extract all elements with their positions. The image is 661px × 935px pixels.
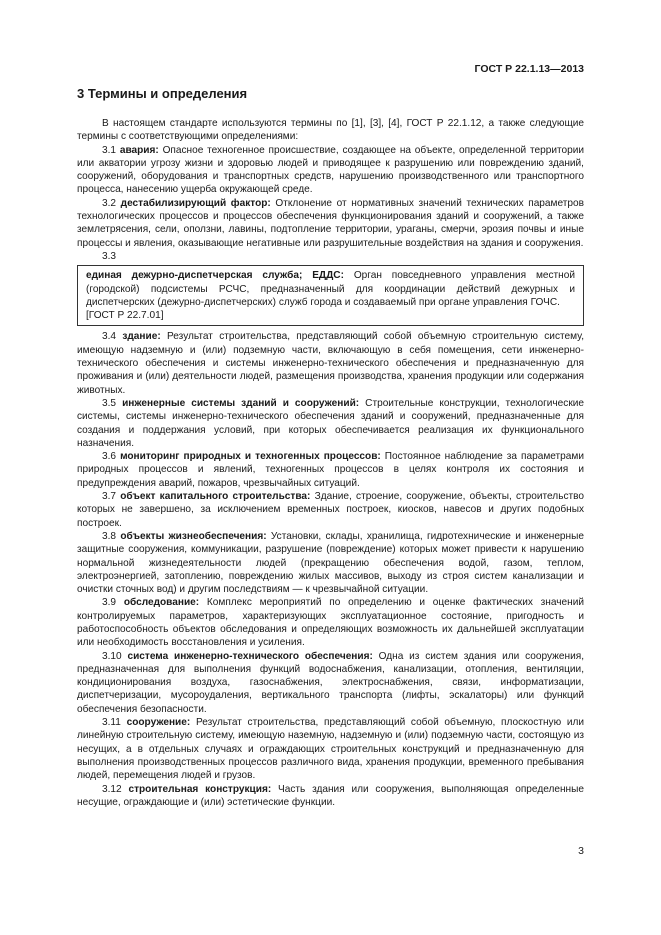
term-name: мониторинг природных и техногенных процессов: bbox=[120, 451, 381, 463]
intro-paragraph: В настоящем стандарте используются термины по [1], [3], [4], ГОСТ Р 22.1.12, а также следующие термины с соответствующими определениями: bbox=[77, 118, 584, 143]
quoted-definition-box bbox=[77, 265, 584, 326]
term-entry bbox=[77, 596, 584, 649]
term-definition: Результат строительства, представляющий собой объемную, плоскостную или линейную строительную систему, имеющую наземную, надземную и (или) подземную части, состоящую из несущих, а в отдельных случаях и ограждающих строительных конструкций и предназначенную для выполнения производственных процессов различного вида, хранения продукции, временного пребывания людей, перемещения людей и грузов. bbox=[77, 717, 585, 782]
definition-reference: [ГОСТ Р 22.7.01] bbox=[86, 310, 164, 322]
term-number: 3.11 bbox=[102, 717, 121, 729]
term-entry bbox=[77, 450, 584, 490]
term-definition: Часть здания или сооружения, выполняющая определенные несущие, ограждающие и (или) эстетические функции. bbox=[77, 783, 585, 808]
quoted-definition bbox=[86, 269, 575, 309]
page-number: 3 bbox=[578, 845, 584, 857]
term-name: обследование: bbox=[123, 597, 200, 609]
terms-list-b bbox=[77, 330, 584, 809]
term-definition: Здание, строение, сооружение, объекты, строительство которых не завершено, за исключением временных построек, киосков, навесов и других подобных построек. bbox=[77, 491, 584, 529]
term-number: 3.2 bbox=[102, 197, 117, 209]
term-definition: Установки, склады, хранилища, гидротехнические и инженерные защитные сооружения, коммуникации, разрушение (повреждение) которых может привести к нарушению нормальной жизнедеятельности людей (прекращению обеспечения водой, газом, теплом, электроэнергией, затоплению, повреждению жилых массивов, выходу из строя систем канализации и очистки сточных вод) и другим последствиям — к чрезвычайной ситуации. bbox=[77, 530, 584, 596]
term-number: 3.5 bbox=[102, 397, 117, 409]
term-number: 3.12 bbox=[102, 783, 122, 795]
term-definition: Опасное техногенное происшествие, создающее на объекте, определенной территории или акватории угрозу жизни и здоровью людей и приводящее к разрушению или повреждению зданий, сооружений, оборудования и транспортных средств, нарушению производственного или транспортного процесса, нанесению ущерба окружающей среде. bbox=[77, 144, 584, 196]
term-number-3-3: 3.3 bbox=[102, 250, 117, 262]
term-entry bbox=[77, 530, 584, 596]
term-name: система инженерно-технического обеспечения: bbox=[127, 650, 373, 662]
term-definition: Постоянное наблюдение за параметрами природных процессов и явлений, техногенных процессов в целях контроля их состояния и предупреждения аварий, пожаров, чрезвычайных ситуаций. bbox=[77, 451, 584, 489]
term-entry bbox=[77, 397, 584, 450]
term-number: 3.7 bbox=[102, 491, 117, 503]
term-entry bbox=[77, 716, 584, 782]
term-definition: Орган повседневного управления местной (городской) подсистемы РСЧС, предназначенный для координации действий дежурных и диспетчерских (дежурно-диспетчерских) служб города и создаваемый при органе управления ГОЧС. bbox=[86, 270, 575, 308]
term-entry bbox=[77, 197, 584, 250]
term-definition: Отклонение от нормативных значений технических параметров технологических процессов и процессов обеспечения функционирования зданий и сооружений, а также землетрясения, сели, оползни, лавины, подтопление территории, ураганы, смерчи, эрозия почвы и иные процессы и явления, оказывающие негативные или разрушительные воздействия на здания и сооружения. bbox=[77, 197, 584, 249]
term-name: строительная конструкция: bbox=[128, 783, 272, 795]
term-name: объект капитального строительства: bbox=[120, 491, 311, 503]
term-entry bbox=[77, 144, 584, 197]
term-name: сооружение: bbox=[126, 717, 191, 729]
term-number: 3.1 bbox=[102, 144, 117, 156]
term-number: 3.9 bbox=[102, 597, 117, 609]
term-number: 3.4 bbox=[102, 331, 117, 343]
term-number: 3.6 bbox=[102, 451, 117, 463]
term-name: объекты жизнеобеспечения: bbox=[120, 530, 267, 542]
term-definition: Строительные конструкции, технологические системы, системы инженерно-технического обеспечения зданий и сооружений, предназначенные для создания и поддержания условий, при которых обеспечивается реализация их функционального назначения. bbox=[77, 397, 584, 449]
term-entry bbox=[77, 650, 584, 716]
section-title: 3 Термины и определения bbox=[77, 86, 248, 101]
term-name: здание: bbox=[122, 331, 161, 343]
term-number: 3.8 bbox=[102, 530, 117, 542]
section-body bbox=[77, 117, 584, 809]
term-entry bbox=[77, 490, 584, 530]
term-definition: Результат строительства, представляющий собой объемную строительную систему, имеющую надземную и (или) подземную части, включающую в себя помещения, сети инженерно-технического обеспечения и системы инженерно-технического обеспечения и предназначенную для проживания и (или) деятельности людей, размещения производства, хранения продукции или содержания животных. bbox=[77, 331, 585, 396]
terms-list-a bbox=[77, 144, 584, 250]
term-name: дестабилизирующий фактор: bbox=[120, 197, 271, 209]
term-entry bbox=[77, 330, 584, 396]
document-code: ГОСТ Р 22.1.13—2013 bbox=[474, 63, 584, 75]
term-definition: Одна из систем здания или сооружения, предназначенная для выполнения функций водоснабжения, канализации, отопления, вентиляции, кондиционирования воздуха, газоснабжения, электроснабжения, связи, информатизации, диспетчеризации, мусороудаления, вертикального транспорта (лифты, эскалаторы) или функций обеспечения безопасности. bbox=[77, 650, 584, 715]
term-name: авария: bbox=[119, 144, 159, 156]
term-name: единая дежурно-диспетчерская служба; ЕДДС: bbox=[86, 270, 344, 282]
term-number: 3.10 bbox=[102, 650, 122, 662]
term-definition: Комплекс мероприятий по определению и оценке фактических значений контролируемых параметров, характеризующих эксплуатационное состояние, пригодность и работоспособность объектов обследования и определяющих возможность их дальнейшей эксплуатации или необходимость восстановления и усиления. bbox=[77, 597, 584, 649]
term-entry bbox=[77, 783, 584, 810]
term-name: инженерные системы зданий и сооружений: bbox=[122, 397, 360, 409]
